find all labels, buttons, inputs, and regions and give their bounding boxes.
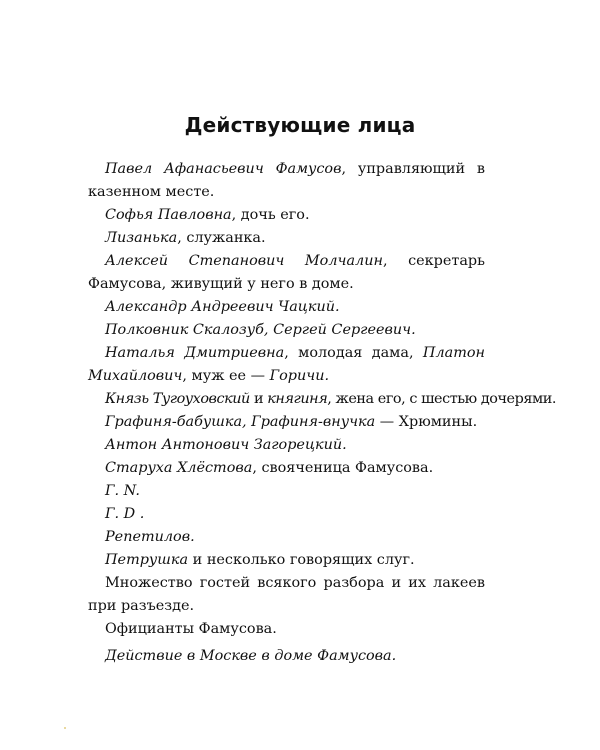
cast-list bbox=[88, 158, 556, 641]
character-name: Наталья Дмитриевна bbox=[105, 345, 285, 361]
character-name: Лизанька bbox=[105, 230, 178, 246]
cast-entry-g-d bbox=[105, 503, 485, 526]
page-title: Действующие лица bbox=[184, 113, 416, 137]
character-description: и bbox=[249, 391, 268, 407]
scene-setting: Действие в Москве в доме Фамусова. bbox=[105, 648, 397, 664]
character-description: . bbox=[190, 529, 195, 545]
character-description: . bbox=[135, 506, 145, 522]
cast-entry-repetilov bbox=[105, 526, 485, 549]
cast-entry-sofya bbox=[105, 204, 485, 227]
character-description: Официанты Фамусова. bbox=[105, 621, 277, 637]
character-description-end: . bbox=[324, 368, 330, 384]
character-description: Множество гостей всякого разбора и их лакеев при разъезде. bbox=[88, 575, 485, 614]
character-name: Софья Павловна bbox=[105, 207, 232, 223]
cast-entry-famusov bbox=[88, 158, 485, 204]
character-name: Г. D bbox=[105, 506, 136, 522]
character-name: Князь Тугоуховский bbox=[105, 391, 250, 407]
cast-entry-chatsky bbox=[105, 296, 485, 319]
cast-entry-tugoukhovsky bbox=[105, 388, 556, 411]
cast-entry-khlestova bbox=[105, 457, 485, 480]
cast-entry-zagoretsky bbox=[105, 434, 485, 457]
character-name-3: Горичи bbox=[269, 368, 325, 384]
cast-entry-skalozub bbox=[105, 319, 485, 342]
cast-entry-molchalin bbox=[88, 250, 485, 296]
character-name: Графиня-бабушка, Графиня-внучка bbox=[105, 414, 376, 430]
character-description-2: , жена его, с шестью дочерями. bbox=[327, 391, 556, 407]
cast-entry-gorichi bbox=[88, 342, 485, 388]
cast-entry-waiters bbox=[105, 618, 485, 641]
character-name: Старуха Хлёстова bbox=[105, 460, 253, 476]
character-description: , свояченица Фамусова. bbox=[252, 460, 434, 476]
character-description: , дочь его. bbox=[231, 207, 310, 223]
character-description: , управляющий в казенном месте. bbox=[88, 161, 486, 200]
character-name: Павел Афанасьевич Фамусов bbox=[105, 161, 342, 177]
character-description: и несколько говорящих слуг. bbox=[188, 552, 415, 568]
character-description: , секретарь Фамусова, живущий у него в доме. bbox=[88, 253, 485, 292]
character-description: . bbox=[411, 322, 416, 338]
character-name: Полковник Скалозуб, Сергей Сергеевич bbox=[105, 322, 412, 338]
cast-entry-g-n bbox=[105, 480, 485, 503]
character-name: Алексей Степанович Молчалин bbox=[105, 253, 383, 269]
cast-entry-petrushka bbox=[105, 549, 485, 572]
character-name: Петрушка bbox=[105, 552, 189, 568]
character-description: — Хрюмины. bbox=[375, 414, 478, 430]
character-description: , служанка. bbox=[177, 230, 266, 246]
cast-entry-lizanka bbox=[105, 227, 485, 250]
character-name: Г. N bbox=[105, 483, 136, 499]
character-description: . bbox=[334, 299, 340, 315]
cast-entry-khryumina bbox=[105, 411, 485, 434]
character-name: Антон Антонович Загорецкий bbox=[105, 437, 343, 453]
scan-speck bbox=[64, 727, 66, 729]
character-description-2: , муж ее — bbox=[182, 368, 270, 384]
character-description: . bbox=[342, 437, 347, 453]
character-name-2: Платон Михайлович bbox=[88, 345, 485, 384]
character-name: Репетилов bbox=[105, 529, 191, 545]
character-name-2: княгиня bbox=[267, 391, 328, 407]
character-description: , молодая дама, bbox=[284, 345, 423, 361]
cast-entry-guests bbox=[88, 572, 485, 618]
character-description: . bbox=[135, 483, 140, 499]
character-name: Александр Андреевич Чацкий bbox=[105, 299, 335, 315]
